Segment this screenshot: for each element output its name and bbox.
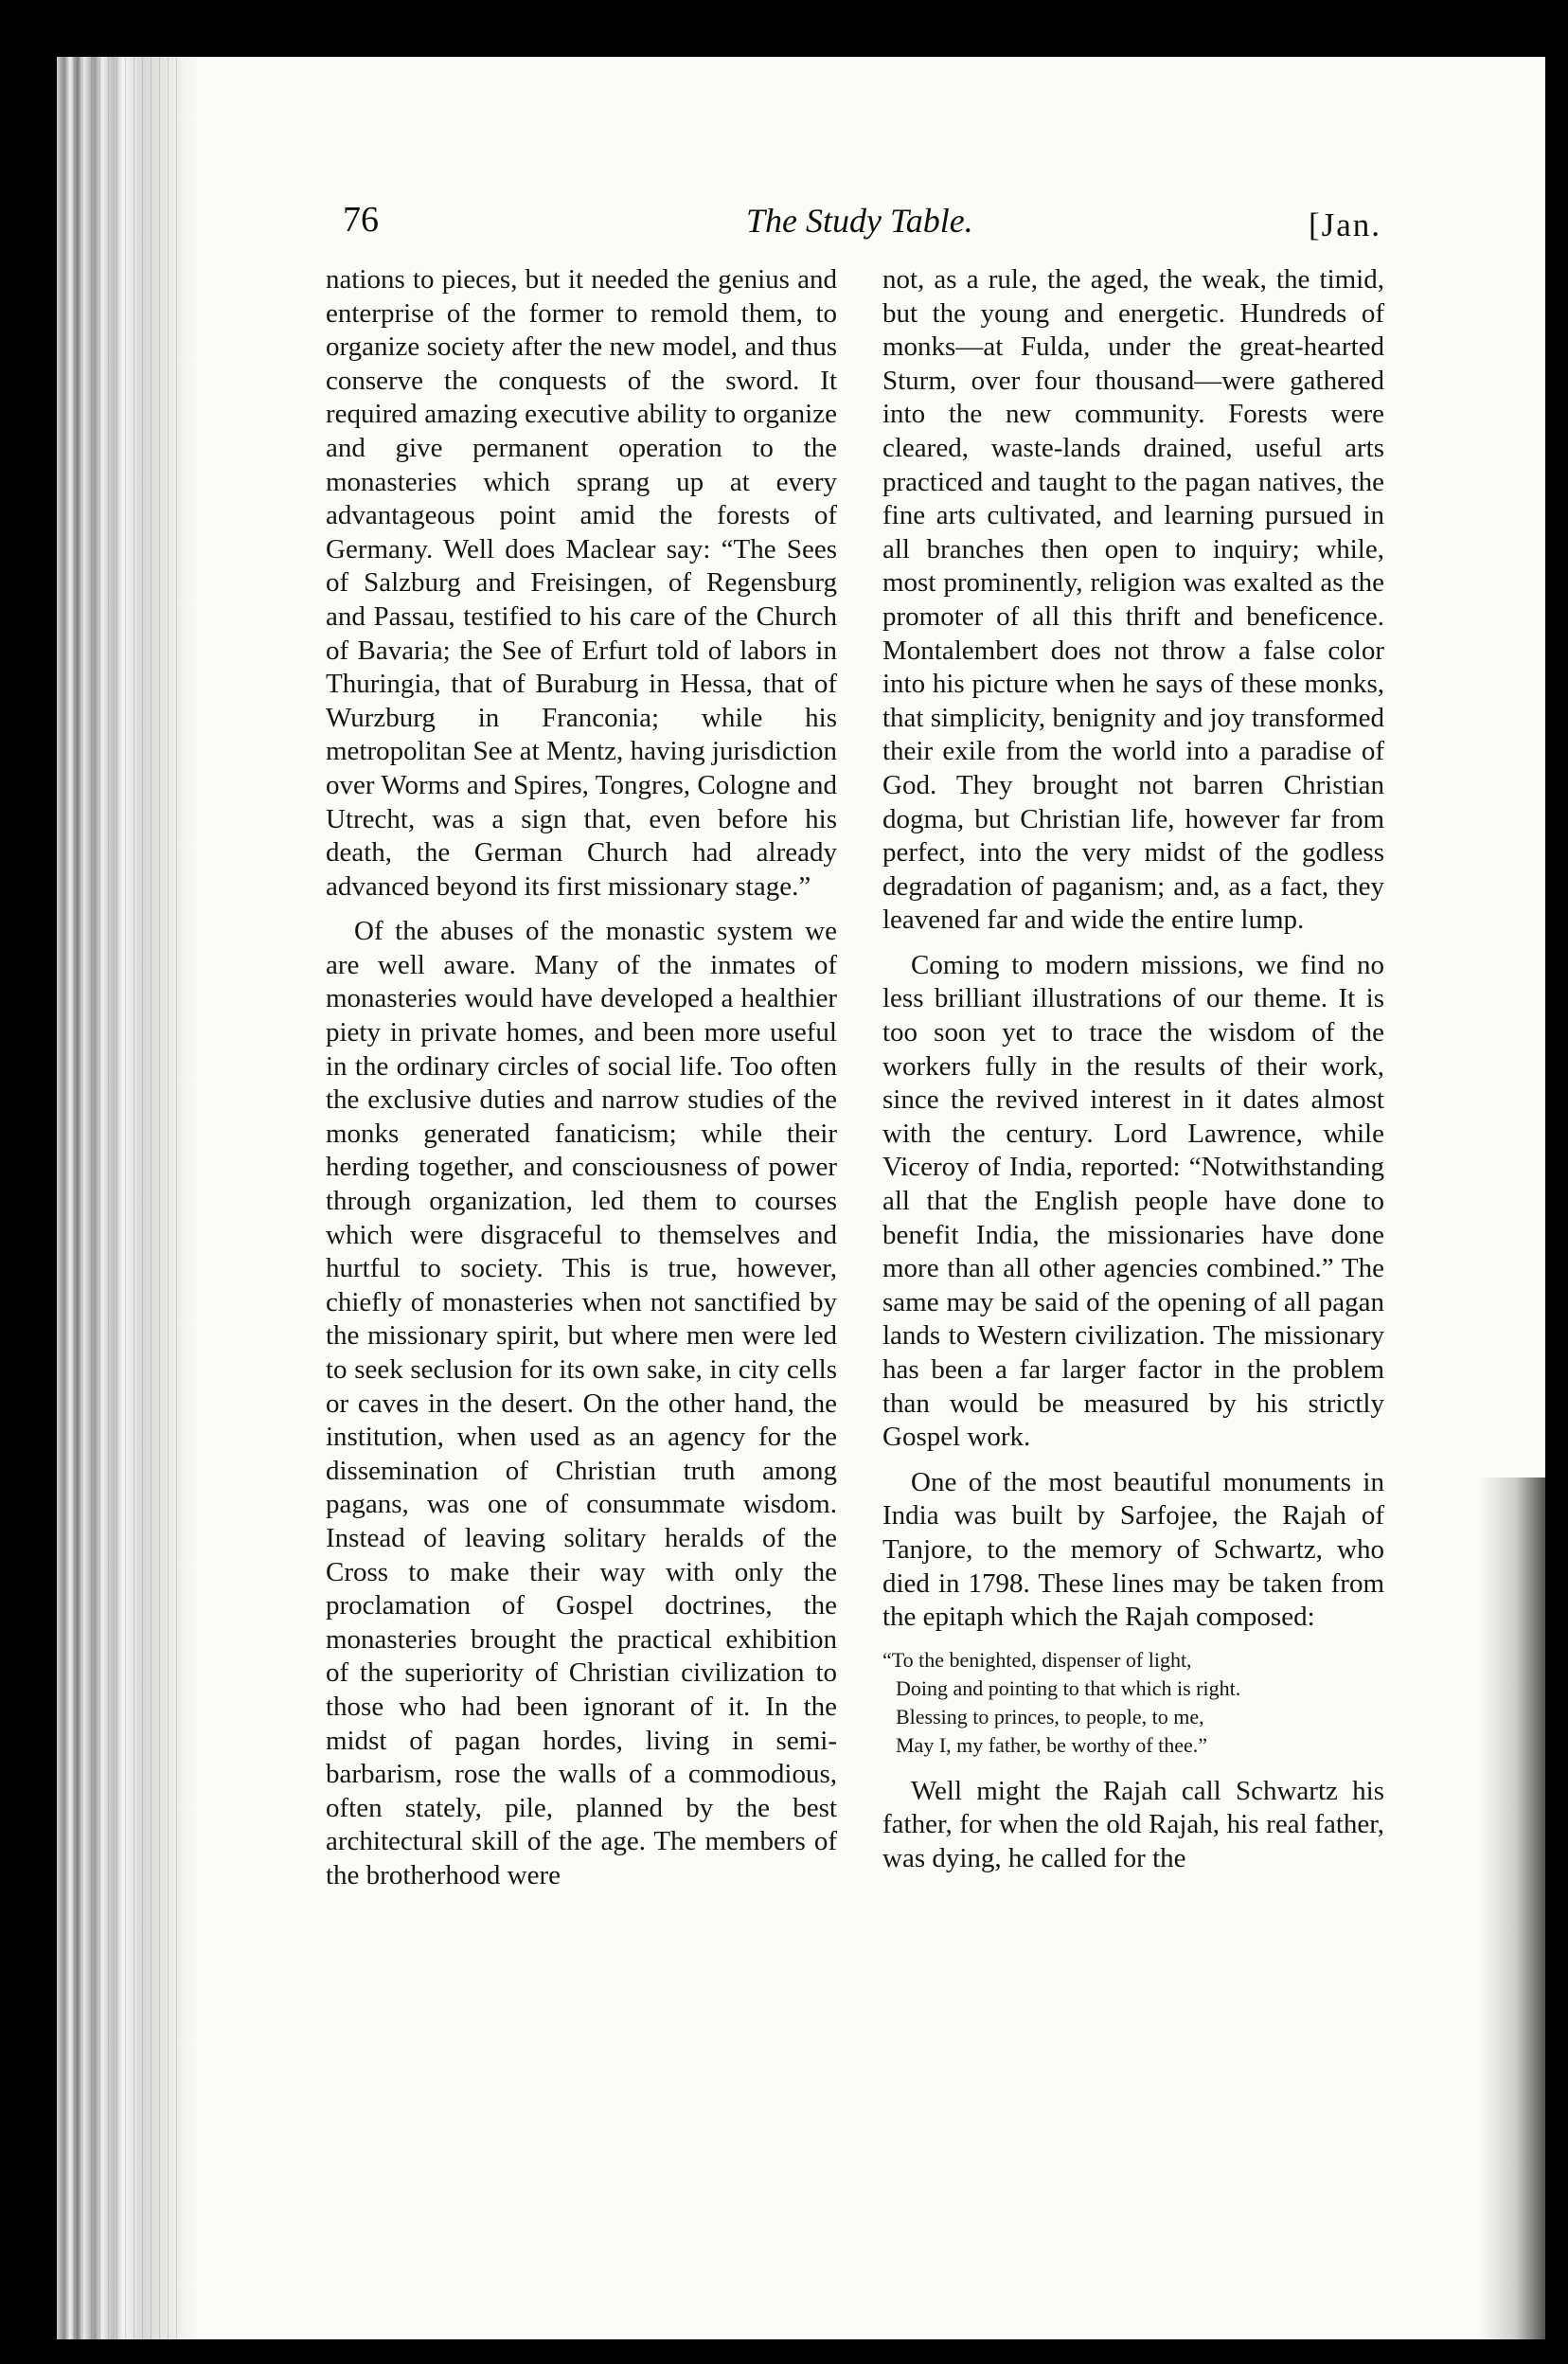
paragraph: Well might the Rajah call Schwartz his father, for when the old Rajah, his real father, was dying, he called for the [882,1775,1384,1873]
verse-line: May I, my father, be worthy of thee.” [896,1732,1208,1757]
paragraph: nations to pieces, but it needed the genius and enterprise of the former to remold them, to organize society after the new model, and thus conserve the conquests of the sword. It required amazing executive ability to organize and give permanent operation to the monasteries which sprang up at every advantageous point amid the forests of Germany. Well does Maclear say: “The Sees of Salzburg and Freisingen, of Regensburg and Passau, testified to his care of the Church of Bavaria; the See of Erfurt told of labors in Thuringia, that of Buraburg in Hessa, that of Wurzburg in Franconia; while his metropolitan See at Mentz, having jurisdiction over Worms and Spires, Tongres, Cologne and Utrecht, was a sign that, even before his death, the German Church had already advanced beyond its first missionary stage.” [326,264,837,902]
page-number: 76 [343,200,379,240]
paragraph: One of the most beautiful monuments in India was built by Sarfojee, the Rajah of Tanjore, to the memory of Schwartz, who died in 1798. These lines may be taken from the epitaph which the Rajah composed: [882,1466,1384,1633]
book-page [57,57,1545,2339]
epitaph-verse [882,1646,1384,1760]
page-edge-lines [74,57,178,2339]
paragraph: Coming to modern missions, we find no less brilliant illustrations of our theme. It is too soon yet to trace the wisdom of the workers fully in the results of their work, since the revived interest in it dates almost with the century. Lord Lawrence, while Viceroy of India, reported: “Notwithstanding all that the English people have done to benefit India, the missionaries have done more than all other agencies combined.” The same may be said of the opening of all pagan lands to Western civilization. The missionary has been a far larger factor in the problem than would be measured by his strictly Gospel work. [882,949,1384,1453]
right-column [882,263,1384,1888]
left-column [326,263,837,1905]
verse-line: “To the benighted, dispenser of light, [882,1647,1192,1672]
running-title: The Study Table. [746,202,973,240]
verse-line: Doing and pointing to that which is right. [896,1675,1241,1700]
page-curl-shadow [1479,1478,1545,2339]
running-date: [Jan. [1309,206,1382,243]
paragraph: not, as a rule, the aged, the weak, the timid, but the young and energetic. Hundreds of monks—at Fulda, under the great-hearted Sturm, over four thousand—were gathered into the new community. Forests were cleared, waste-lands drained, useful arts practiced and taught to the pagan natives, the fine arts cultivated, and learning pursued in all branches then open to inquiry; while, most prominently, religion was exalted as the promoter of all this thrift and beneficence. Montalembert does not throw a false color into his picture when he says of these monks, that simplicity, benignity and joy transformed their exile from the world into a paradise of God. They brought not barren Christian dogma, but Christian life, however far from perfect, into the very midst of the godless degradation of paganism; and, as a fact, they leavened far and wide the entire lump. [882,264,1384,936]
paragraph: Of the abuses of the monastic system we are well aware. Many of the inmates of monasteries would have developed a healthier piety in private homes, and been more useful in the ordinary circles of social life. Too often the exclusive duties and narrow studies of the monks generated fanaticism; while their herding together, and consciousness of power through organization, led them to courses which were disgraceful to themselves and hurtful to society. This is true, however, chiefly of monasteries when not sanctified by the missionary spirit, but where men were led to seek seclusion for its own sake, in city cells or caves in the desert. On the other hand, the institution, when used as an agency for the dissemination of Christian truth among pagans, was one of consummate wisdom. Instead of leaving solitary heralds of the Cross to make their way with only the proclamation of Gospel doctrines, the monasteries brought the practical exhibition of the superiority of Christian civilization to those who had been ignorant of it. In the midst of pagan hordes, living in semi-barbarism, rose the walls of a commodious, often stately, pile, planned by the best architectural skill of the age. The members of the brotherhood were [326,916,837,1890]
page-gutter [57,57,199,2339]
verse-line: Blessing to princes, to people, to me, [896,1704,1204,1728]
running-header [57,199,1545,256]
